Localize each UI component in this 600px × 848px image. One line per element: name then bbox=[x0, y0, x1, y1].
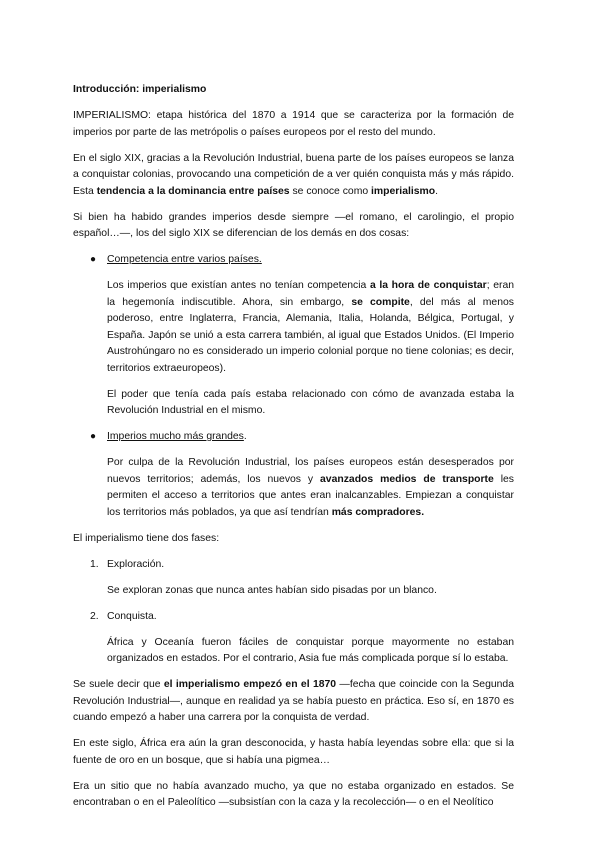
bold-span: tendencia a la dominancia entre países bbox=[96, 185, 290, 197]
bullet-label: Imperios mucho más grandes bbox=[107, 431, 244, 442]
text-span: Los imperios que existían antes no tenían competencia bbox=[107, 280, 370, 291]
paragraph-africa-development: Era un sitio que no había avanzado mucho, ya que no estaba organizado en estados. Se encontraban o en el Paleolítico —subsistían con la caza y la recolección— o en el Neolítico bbox=[73, 780, 514, 808]
numbered-item-exploration bbox=[90, 557, 514, 574]
paragraph-bigger-empires bbox=[107, 455, 514, 521]
item-number: 2. bbox=[90, 610, 99, 622]
bold-span: el imperialismo empezó en el 1870 bbox=[163, 679, 337, 690]
paragraph-conquest: África y Oceanía fueron fáciles de conquistar porque mayormente no estaban organizados en estados. Por el contrario, Asia fue más complicada porque sí lo estaba. bbox=[107, 636, 514, 664]
bullet-icon: ● bbox=[90, 431, 97, 442]
bold-span: se compite bbox=[351, 296, 410, 308]
text-span: Por culpa de la Revolución Industrial, los países europeos están desesperados por nuevos territorios; además, los nuevos y bbox=[107, 457, 514, 485]
text-span: En el siglo XIX, gracias a la Revolución Industrial, buena parte de los países europeos se lanza a conquistar colonias, provocando una competición de a ver quién conquista más y más rápido. Esta bbox=[73, 152, 514, 197]
paragraph-africa: En este siglo, África era aún la gran desconocida, y hasta había leyendas sobre ella: que si la fuente de oro en un bosque, que si había una pigmea… bbox=[73, 738, 514, 766]
bold-span: a la hora de conquistar bbox=[369, 280, 487, 291]
paragraph-exploration: Se exploran zonas que nunca antes habían sido pisadas por un blanco. bbox=[107, 584, 437, 596]
bold-span: avanzados medios de transporte bbox=[320, 473, 494, 485]
paragraph-definition: IMPERIALISMO: etapa histórica del 1870 a 1914 que se caracteriza por la formación de imperios por parte de las metrópolis o países europeos por el resto del mundo. bbox=[73, 110, 514, 138]
text-span: se conoce como bbox=[289, 185, 372, 197]
document-title: Introducción: imperialismo bbox=[73, 84, 207, 95]
paragraph-two-phases: El imperialismo tiene dos fases: bbox=[73, 532, 220, 544]
paragraph-nineteenth-century bbox=[73, 151, 514, 201]
text-span: . bbox=[243, 431, 247, 442]
paragraph-power: El poder que tenía cada país estaba relacionado con cómo de avanzada estaba la Revolución Industrial en el mismo. bbox=[107, 388, 514, 416]
text-span: —fecha que coincide con la Segunda Revolución Industrial—, aunque en realidad ya se había puesto en práctica. Eso sí, en 1870 es cuando empezó a haber una carrera por la conquista de verdad. bbox=[73, 679, 514, 723]
bullet-item-competition bbox=[90, 252, 514, 269]
bold-span: más compradores. bbox=[331, 506, 425, 518]
paragraph-competition bbox=[107, 278, 514, 377]
numbered-item-conquest bbox=[90, 609, 514, 626]
paragraph-great-empires: Si bien ha habido grandes imperios desde siempre —el romano, el carolingio, el propio español…—, los del siglo XIX se diferencian de los demás en dos cosas: bbox=[73, 211, 514, 239]
bullet-icon: ● bbox=[90, 254, 97, 265]
item-number: 1. bbox=[90, 558, 99, 570]
text-span: . bbox=[435, 185, 439, 197]
item-label: Conquista. bbox=[107, 610, 157, 622]
text-span: , del más al menos poderoso, entre Inglaterra, Francia, Alemania, Italia, Holanda, Bélgica, Portugal, y España. Japón se unió a esta carrera también, al igual que Estados Unidos. (El Imperio Austrohúngaro no es considerado un imperio colonial porque no tiene colonias; es decir, territorios extraeuropeos). bbox=[107, 296, 514, 374]
bold-span: imperialismo bbox=[371, 185, 436, 197]
text-span: Se suele decir que bbox=[73, 679, 164, 690]
item-label: Exploración. bbox=[107, 558, 165, 570]
bullet-item-bigger-empires bbox=[90, 429, 514, 446]
text-span: les permiten el acceso a territorios que antes eran inalcanzables. Empiezan a conquistar los territorios más poblados, ya que así tendrían bbox=[107, 473, 514, 518]
bullet-label: Competencia entre varios países. bbox=[107, 254, 262, 265]
text-span: ; eran la hegemonía indiscutible. Ahora, sin embargo, bbox=[107, 280, 514, 308]
paragraph-1870 bbox=[73, 677, 514, 727]
